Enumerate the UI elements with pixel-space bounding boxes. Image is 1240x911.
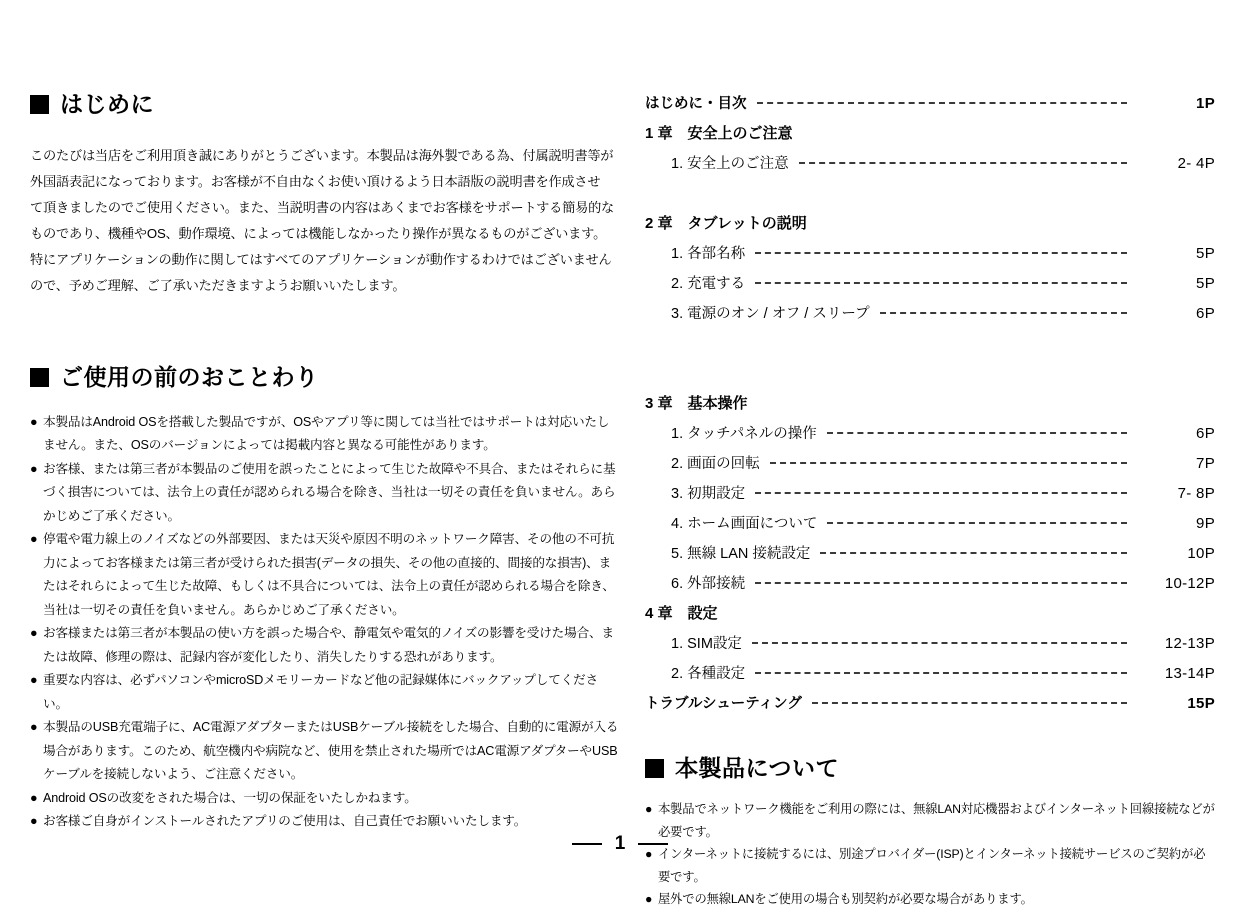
toc-entry[interactable] <box>645 572 1215 602</box>
toc-entry-label: 2. 充電する <box>671 276 746 292</box>
toc-entry-label: 3. 初期設定 <box>671 486 746 502</box>
toc-entry-label: 4 章 設定 <box>645 605 718 622</box>
round-bullet-icon: ● <box>30 814 38 829</box>
list-item <box>30 787 620 811</box>
toc-spacer <box>645 182 1215 212</box>
section-gap <box>30 299 620 365</box>
list-item-text: 停電や電力線上のノイズなどの外部要因、または天災や原因不明のネットワーク障害、その他の不可抗力によってお客様または第三者が受けられた損害(データの損失、その他の直接的、間接的な損害)、またはそれらによって生じた故障、もしくは不具合については、法令上の責任が認められる場合を除き、当社は一切その責任を負いません。あらかじめご了承ください。 <box>43 532 615 617</box>
list-item <box>30 458 620 529</box>
toc-entry[interactable] <box>645 662 1215 692</box>
list-item-text: 本製品のUSB充電端子に、AC電源アダプターまたはUSBケーブル接続をした場合、自動的に電源が入る場合があります。このため、航空機内や病院など、使用を禁止された場所ではAC電源アダプターやUSBケーブルを接続しないよう、ご注意ください。 <box>43 720 619 782</box>
list-item <box>30 810 620 834</box>
left-column <box>30 92 620 834</box>
round-bullet-icon: ● <box>30 532 38 547</box>
intro-heading <box>30 92 620 117</box>
toc-entry-label: 1. 安全上のご注意 <box>671 156 789 172</box>
toc-entry[interactable] <box>645 122 1215 152</box>
toc-spacer <box>645 362 1215 392</box>
list-item-text: Android OSの改変をされた場合は、一切の保証をいたしかねます。 <box>43 790 417 805</box>
round-bullet-icon: ● <box>645 802 653 817</box>
toc-entry-label: 3. 電源のオン / オフ / スリープ <box>671 306 870 322</box>
list-item <box>30 716 620 787</box>
toc-entry-page: 6P <box>1196 425 1215 442</box>
intro-paragraph <box>30 143 620 299</box>
notice-heading-label: ご使用の前のおことわり <box>60 364 319 391</box>
toc-entry[interactable] <box>645 542 1215 572</box>
list-item-text: 重要な内容は、必ずパソコンやmicroSDメモリーカードなど他の記録媒体にバックアップしてください。 <box>43 673 599 711</box>
toc-leader-dots <box>755 252 1127 254</box>
list-item <box>30 669 620 716</box>
round-bullet-icon: ● <box>645 892 653 907</box>
toc-entry[interactable] <box>645 392 1215 422</box>
toc-leader-dots <box>757 102 1128 104</box>
list-item-text: 本製品でネットワーク機能をご利用の際には、無線LAN対応機器およびインターネット回線接続などが必要です。 <box>658 802 1215 839</box>
list-item <box>30 622 620 669</box>
toc-entry-page: 7P <box>1196 455 1215 472</box>
toc-entry-page: 15P <box>1187 695 1215 712</box>
toc-entry[interactable] <box>645 452 1215 482</box>
toc-entry-page: 9P <box>1196 515 1215 532</box>
about-heading <box>645 756 1215 781</box>
toc-entry-label: 6. 外部接続 <box>671 576 746 592</box>
toc-entry-page: 5P <box>1196 245 1215 262</box>
toc-entry[interactable] <box>645 512 1215 542</box>
toc-entry[interactable] <box>645 152 1215 182</box>
toc-leader-dots <box>827 522 1127 524</box>
toc-leader-dots <box>812 702 1127 704</box>
list-item <box>30 528 620 622</box>
toc-entry[interactable] <box>645 632 1215 662</box>
intro-heading-label: はじめに <box>60 91 154 117</box>
round-bullet-icon: ● <box>30 720 38 735</box>
list-item-text: 屋外での無線LANをご使用の場合も別契約が必要な場合があります。 <box>658 892 1033 907</box>
footer-rule-left <box>572 843 602 845</box>
toc-spacer <box>645 332 1215 362</box>
list-item <box>30 411 620 458</box>
list-item-text: お客様ご自身がインストールされたアプリのご使用は、自己責任でお願いいたします。 <box>43 814 527 829</box>
toc-entry[interactable] <box>645 422 1215 452</box>
toc-leader-dots <box>755 282 1127 284</box>
list-item-text: お客様または第三者が本製品の使い方を誤った場合や、静電気や電気的ノイズの影響を受けた場合、または故障、修理の際は、記録内容が変化したり、消失したりする恐れがあります。 <box>43 626 614 664</box>
intro-line: ものであり、機種やOS、動作環境、によっては機能しなかったり操作が異なるものがございます。 <box>30 226 607 242</box>
toc-entry-page: 5P <box>1196 275 1215 292</box>
toc-entry-label: 1. タッチパネルの操作 <box>671 426 817 442</box>
toc-entry[interactable] <box>645 302 1215 332</box>
list-item-text: インターネットに接続するには、別途プロバイダー(ISP)とインターネット接続サービスのご契約が必要です。 <box>658 847 1206 884</box>
square-bullet-icon <box>30 95 49 114</box>
notice-heading <box>30 365 620 390</box>
toc-entry-page: 12-13P <box>1164 635 1215 652</box>
list-item-text: お客様、または第三者が本製品のご使用を誤ったことによって生じた故障や不具合、またはそれらに基づく損害については、法令上の責任が認められる場合を除き、当社は一切その責任を負いません。あらかじめご了承ください。 <box>43 461 616 523</box>
list-item-text: 本製品はAndroid OSを搭載した製品ですが、OSやアプリ等に関しては当社ではサポートは対応いたしません。また、OSのバージョンによっては掲載内容と異なる可能性があります。 <box>43 414 610 453</box>
toc-entry-page: 7- 8P <box>1177 485 1215 502</box>
toc-entry-label: 3 章 基本操作 <box>645 395 748 412</box>
toc-entry-page: 13-14P <box>1164 665 1215 682</box>
toc-leader-dots <box>820 552 1127 554</box>
toc-leader-dots <box>752 642 1127 644</box>
round-bullet-icon: ● <box>30 626 38 641</box>
toc-entry-label: 1 章 安全上のご注意 <box>645 125 793 142</box>
toc-entry[interactable] <box>645 602 1215 632</box>
square-bullet-icon <box>645 759 664 778</box>
toc-entry-page: 10-12P <box>1164 575 1215 592</box>
toc-leader-dots <box>799 162 1127 164</box>
toc-entry-page: 1P <box>1196 95 1215 112</box>
toc-leader-dots <box>755 582 1127 584</box>
toc-entry[interactable] <box>645 92 1215 122</box>
toc-entry-label: はじめに・目次 <box>645 96 747 112</box>
round-bullet-icon: ● <box>30 673 38 688</box>
toc-entry-label: 4. ホーム画面について <box>671 516 818 532</box>
toc-entry[interactable] <box>645 692 1215 722</box>
table-of-contents <box>645 92 1215 722</box>
toc-entry-page: 2- 4P <box>1177 155 1215 172</box>
toc-entry-label: 2. 画面の回転 <box>671 456 760 472</box>
toc-leader-dots <box>755 492 1127 494</box>
right-column <box>645 92 1215 911</box>
toc-entry[interactable] <box>645 212 1215 242</box>
toc-leader-dots <box>880 312 1127 314</box>
page-number: 1 <box>614 833 626 854</box>
toc-entry-label: トラブルシューティング <box>645 696 802 712</box>
toc-entry-label: 5. 無線 LAN 接続設定 <box>671 546 811 562</box>
intro-line: このたびは当店をご利用頂き誠にありがとうございます。本製品は海外製である為、付属説明書等が <box>30 148 614 164</box>
round-bullet-icon: ● <box>30 414 38 429</box>
toc-leader-dots <box>827 432 1127 434</box>
round-bullet-icon: ● <box>645 847 653 862</box>
round-bullet-icon: ● <box>30 461 38 476</box>
about-heading-label: 本製品について <box>675 755 840 781</box>
round-bullet-icon: ● <box>30 790 38 805</box>
square-bullet-icon <box>30 368 49 387</box>
toc-entry-page: 10P <box>1187 545 1215 562</box>
intro-line: ので、予めご理解、ご了承いただきますようお願いいたします。 <box>30 278 406 294</box>
page-footer <box>0 833 1240 855</box>
toc-leader-dots <box>770 462 1127 464</box>
toc-leader-dots <box>755 672 1127 674</box>
toc-entry-label: 2 章 タブレットの説明 <box>645 215 807 232</box>
footer-rule-right <box>638 843 668 845</box>
toc-entry-label: 2. 各種設定 <box>671 666 746 682</box>
toc-entry[interactable] <box>645 242 1215 272</box>
toc-entry-label: 1. 各部名称 <box>671 246 746 262</box>
toc-entry[interactable] <box>645 272 1215 302</box>
intro-line: 特にアプリケーションの動作に関してはすべてのアプリケーションが動作するわけではございません <box>30 252 612 268</box>
toc-entry-page: 6P <box>1196 305 1215 322</box>
intro-line: て頂きましたのでご使用ください。また、当説明書の内容はあくまでお客様をサポートする簡易的な <box>30 200 615 216</box>
notice-bullet-list <box>30 411 620 834</box>
intro-line: 外国語表記になっております。お客様が不自由なくお使い頂けるよう日本語版の説明書を作成させ <box>30 174 601 190</box>
toc-entry-label: 1. SIM設定 <box>671 636 742 652</box>
toc-entry[interactable] <box>645 482 1215 512</box>
list-item <box>645 888 1215 911</box>
